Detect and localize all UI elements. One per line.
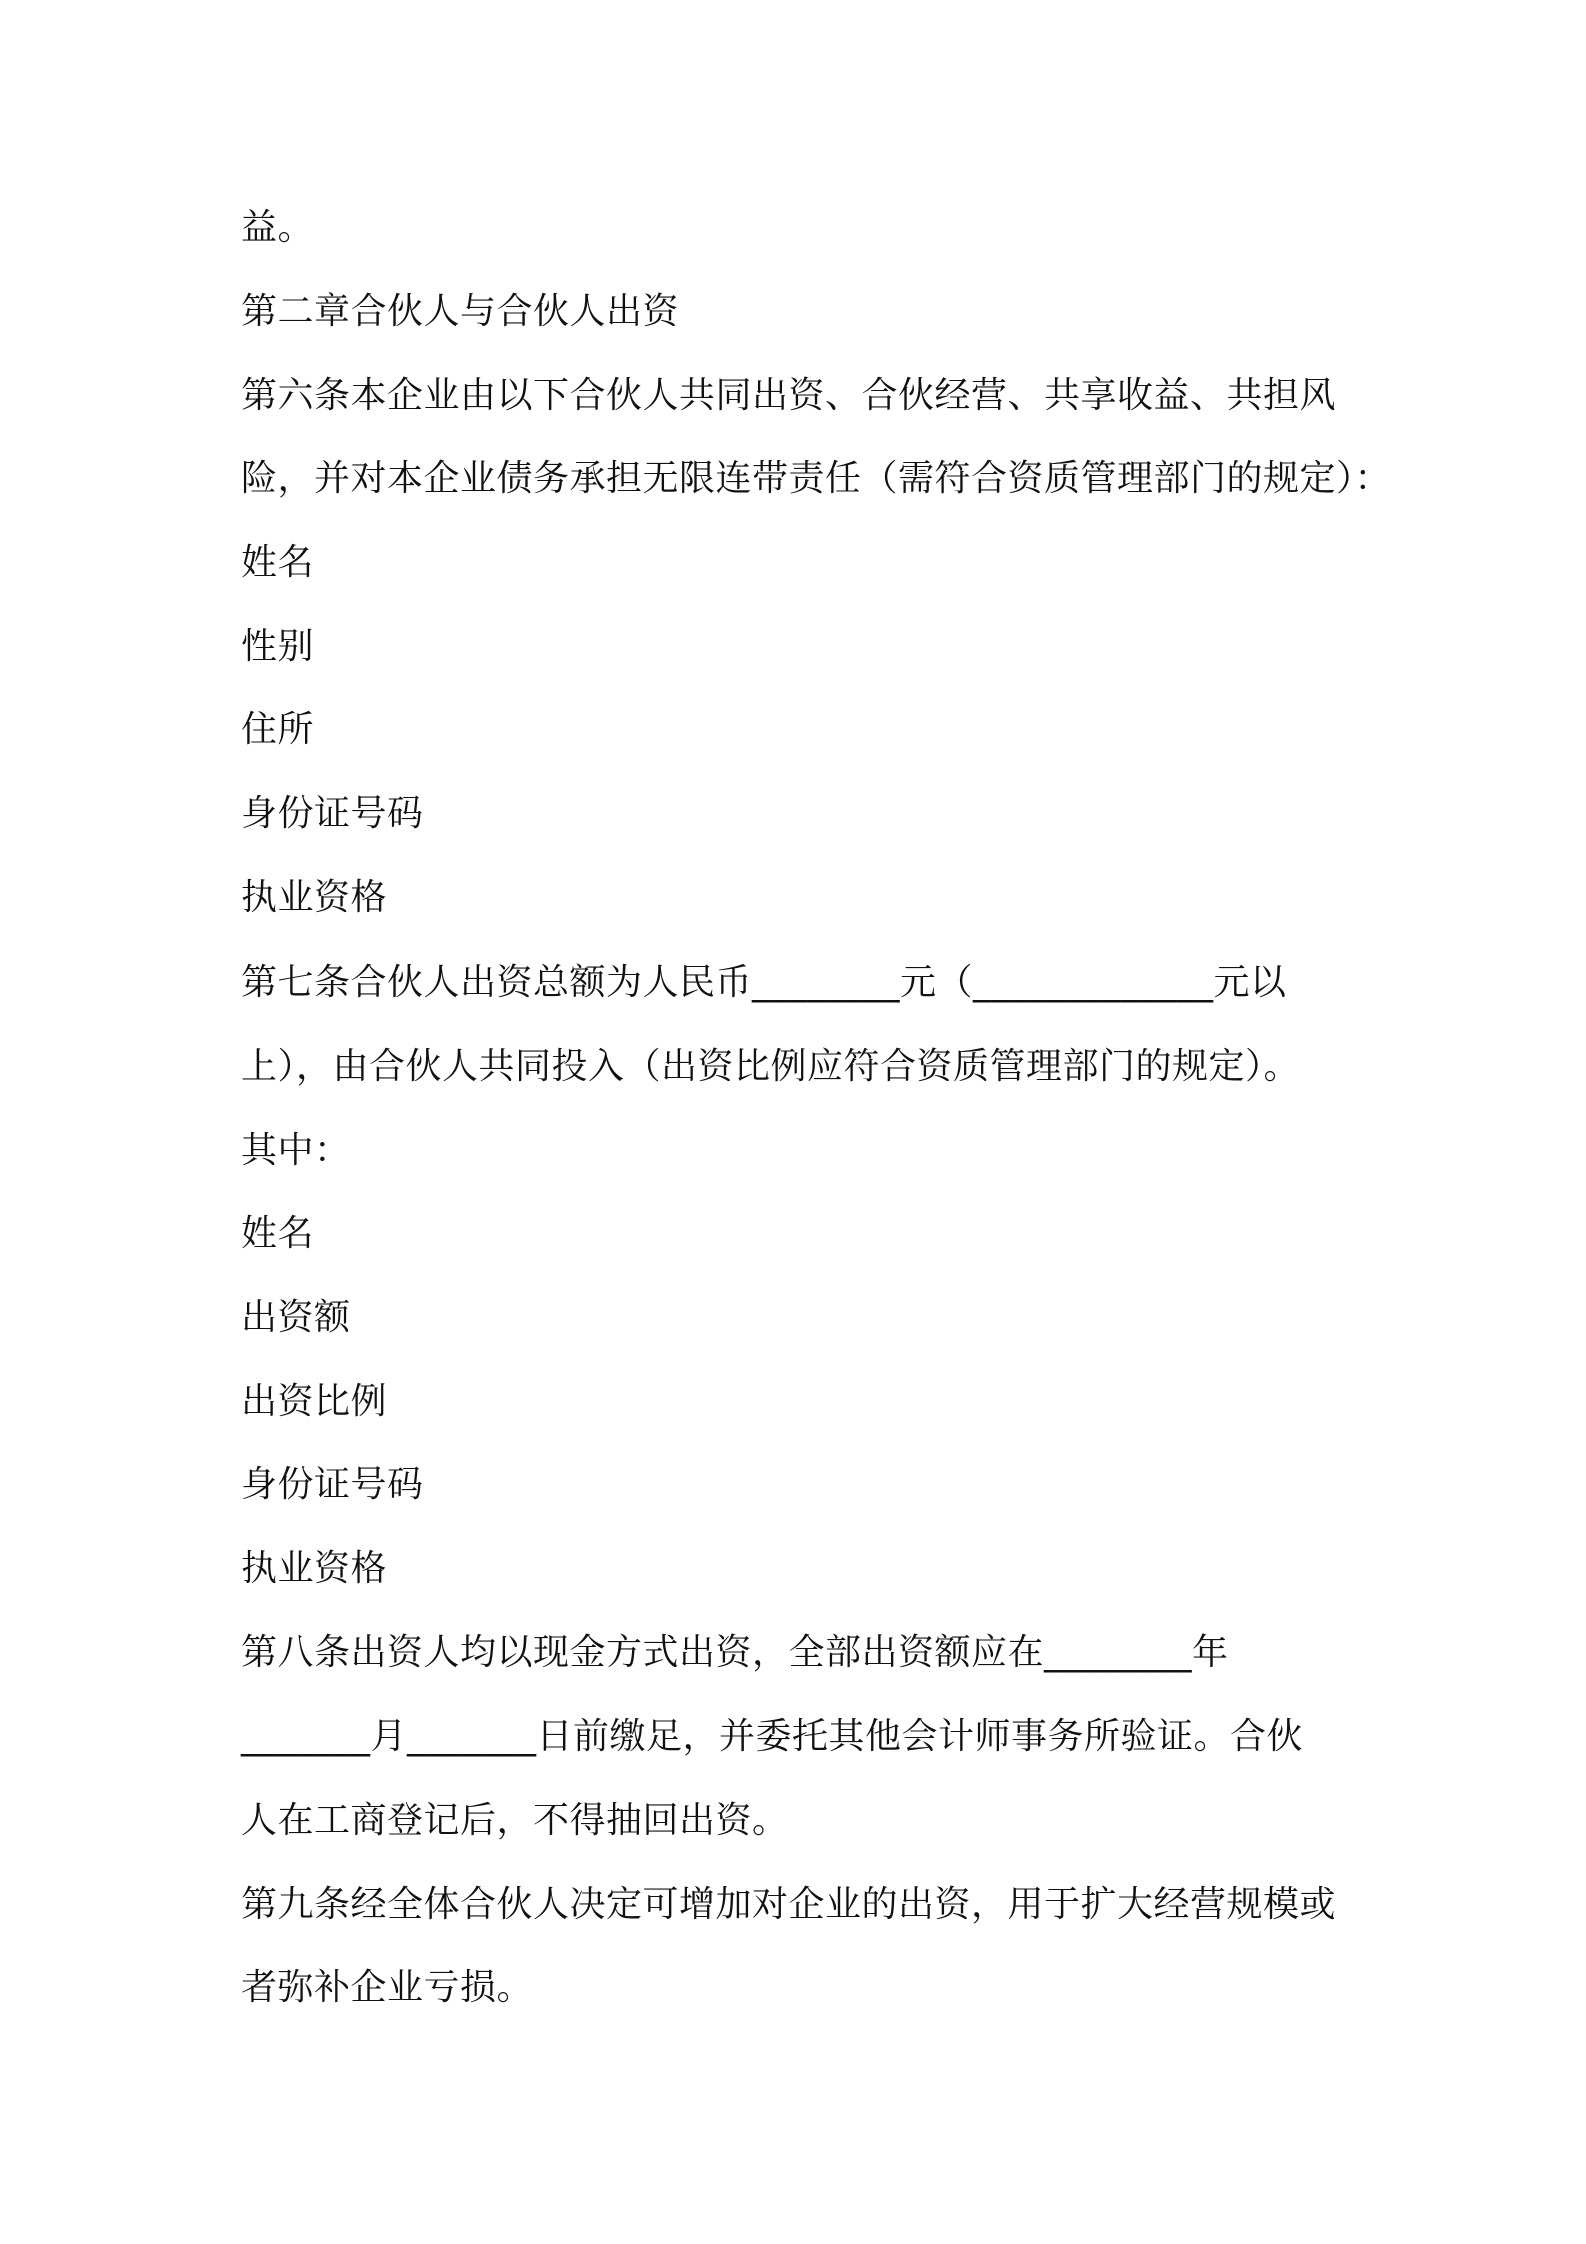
chapter-heading: 第二章合伙人与合伙人出资 bbox=[241, 291, 680, 332]
article-8-line-1: 第八条出资人均以现金方式出资，全部出资额应在________年 bbox=[241, 1632, 1229, 1673]
article-7-line-1: 第七条合伙人出资总额为人民币________元（_____________元以 bbox=[241, 962, 1287, 1003]
field-contribution-ratio: 出资比例 bbox=[241, 1381, 388, 1422]
article-9-line-2: 者弥补企业亏损。 bbox=[241, 1967, 534, 2008]
field-qualification-2: 执业资格 bbox=[241, 1548, 388, 1589]
field-name-2: 姓名 bbox=[241, 1213, 315, 1254]
field-qualification: 执业资格 bbox=[241, 877, 388, 918]
article-8-line-2: _______月_______日前缴足，并委托其他会计师事务所验证。合伙 bbox=[241, 1716, 1304, 1757]
article-7-line-2: 上），由合伙人共同投入（出资比例应符合资质管理部门的规定）。 bbox=[241, 1046, 1301, 1087]
field-name: 姓名 bbox=[241, 542, 315, 583]
field-gender: 性别 bbox=[241, 626, 315, 667]
article-6-line-2: 险，并对本企业债务承担无限连带责任（需符合资质管理部门的规定）： bbox=[241, 458, 1392, 499]
field-contribution: 出资额 bbox=[241, 1297, 351, 1338]
article-9-line-1: 第九条经全体合伙人决定可增加对企业的出资，用于扩大经营规模或 bbox=[241, 1884, 1337, 1925]
among-label: 其中： bbox=[241, 1130, 351, 1171]
field-address: 住所 bbox=[241, 709, 315, 750]
field-id-number-2: 身份证号码 bbox=[241, 1464, 424, 1505]
text-line-continuation: 益。 bbox=[241, 207, 315, 248]
field-id-number: 身份证号码 bbox=[241, 793, 424, 834]
article-8-line-3: 人在工商登记后，不得抽回出资。 bbox=[241, 1800, 789, 1841]
article-6-line-1: 第六条本企业由以下合伙人共同出资、合伙经营、共享收益、共担风 bbox=[241, 375, 1337, 416]
